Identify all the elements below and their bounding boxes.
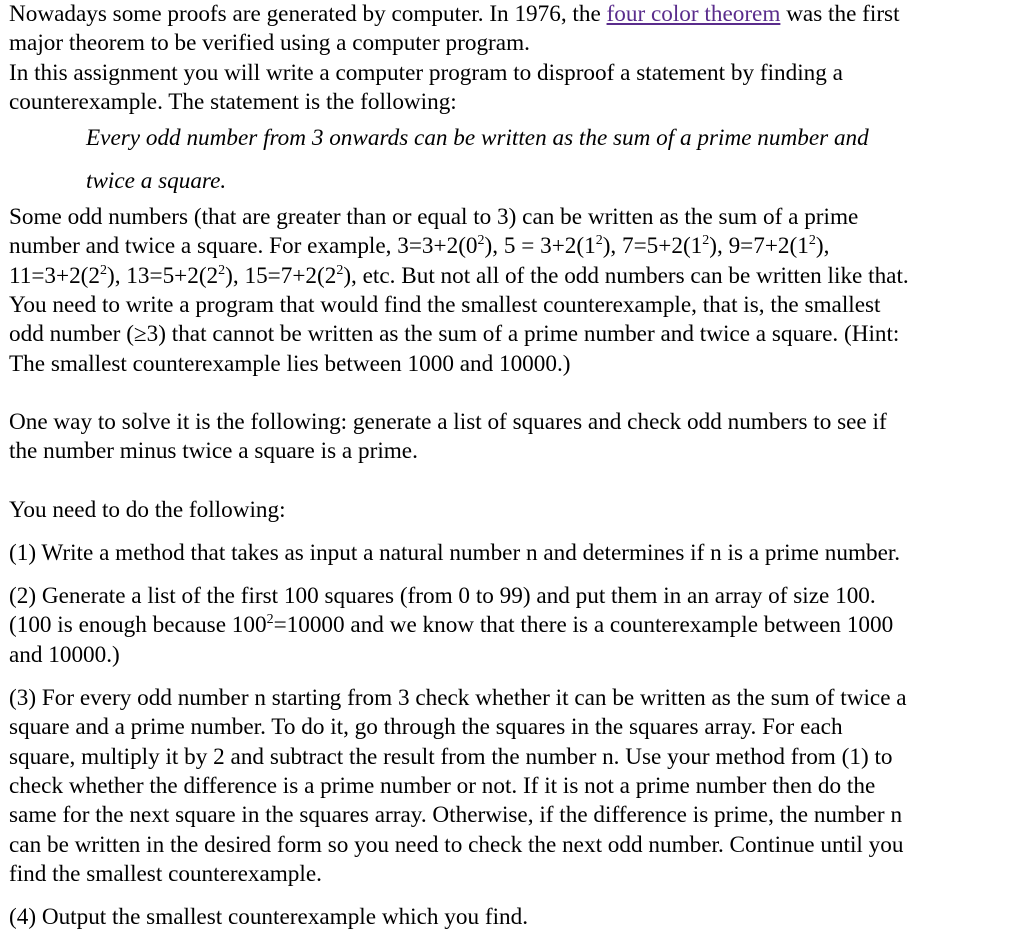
- examples-text: ),: [815, 233, 830, 260]
- examples-text: The smallest counterexample lies between 1000 and 10000.): [9, 350, 571, 377]
- intro-text: counterexample. The statement is the following:: [9, 88, 457, 115]
- step-2-text: (2) Generate a list of the first 100 squares (from 0 to 99) and put them in an array of size 100.: [9, 583, 876, 610]
- examples-text: Some odd numbers (that are greater than or equal to 3) can be written as the sum of a prime: [9, 204, 859, 231]
- exponent: 2: [477, 233, 485, 249]
- task-step-4: (4) Output the smallest counterexample which you find.: [9, 904, 529, 931]
- tasks-heading: You need to do the following:: [9, 496, 286, 523]
- exponent: 2: [336, 262, 344, 278]
- four-color-theorem-link[interactable]: four color theorem: [606, 1, 781, 27]
- step-3-text: check whether the difference is a prime number or not. If it is not a prime number then do the: [9, 772, 876, 799]
- step-2-text: and 10000.): [9, 641, 120, 668]
- examples-text: odd number (≥3) that cannot be written as the sum of a prime number and twice a square. (Hint:: [9, 321, 900, 348]
- intro-text: major theorem to be verified using a computer program.: [9, 30, 530, 57]
- statement-text: twice a square.: [86, 168, 227, 195]
- task-step-2: [9, 582, 1014, 670]
- step-3-text: (3) For every odd number n starting from 3 check whether it can be written as the sum of twice a: [9, 685, 907, 712]
- examples-paragraph: [9, 203, 1014, 379]
- approach-text: One way to solve it is the following: generate a list of squares and check odd numbers to see if: [9, 408, 887, 435]
- examples-text: number and twice a square. For example, 3=3+2(0: [9, 233, 478, 260]
- intro-text: was the first: [780, 1, 900, 27]
- exponent: 2: [266, 612, 274, 628]
- examples-text: ), 15=7+2(2: [225, 262, 337, 289]
- examples-text: ), 13=5+2(2: [106, 262, 219, 289]
- approach-paragraph: [9, 408, 1014, 467]
- examples-text: ), 9=7+2(1: [709, 233, 809, 260]
- examples-text: You need to write a program that would find the smallest counterexample, that is, the smallest: [9, 292, 881, 319]
- exponent: 2: [218, 262, 226, 278]
- step-3-text: same for the next square in the squares array. Otherwise, if the difference is prime, the number n: [9, 802, 903, 829]
- step-2-text: =10000 and we know that there is a counterexample between 1000: [273, 612, 894, 639]
- step-3-text: square and a prime number. To do it, go through the squares in the squares array. For each: [9, 714, 843, 741]
- exponent: 2: [595, 233, 603, 249]
- exponent: 2: [702, 233, 710, 249]
- intro-text: Nowadays some proofs are generated by computer. In 1976, the: [9, 1, 607, 27]
- intro-text: In this assignment you will write a computer program to disproof a statement by finding a: [9, 59, 843, 86]
- exponent: 2: [99, 262, 107, 278]
- statement-quote: [86, 117, 1014, 203]
- assignment-document: [9, 0, 1014, 932]
- examples-text: 11=3+2(2: [9, 262, 100, 289]
- approach-text: the number minus twice a square is a prime.: [9, 438, 418, 465]
- step-3-text: square, multiply it by 2 and subtract the result from the number n. Use your method from (1) to: [9, 743, 893, 770]
- step-2-text: (100 is enough because 100: [9, 612, 267, 639]
- task-step-1: (1) Write a method that takes as input a natural number n and determines if n is a prime number.: [9, 539, 901, 566]
- examples-text: ), 5 = 3+2(1: [484, 233, 596, 260]
- task-step-3: [9, 684, 1014, 889]
- intro-paragraph: [9, 0, 1014, 117]
- step-3-text: find the smallest counterexample.: [9, 860, 322, 887]
- exponent: 2: [808, 233, 816, 249]
- step-3-text: can be written in the desired form so you need to check the next odd number. Continue until you: [9, 831, 904, 858]
- examples-text: ), etc. But not all of the odd numbers can be written like that.: [343, 262, 909, 289]
- examples-text: ), 7=5+2(1: [602, 233, 703, 260]
- statement-text: Every odd number from 3 onwards can be written as the sum of a prime number and: [86, 125, 869, 152]
